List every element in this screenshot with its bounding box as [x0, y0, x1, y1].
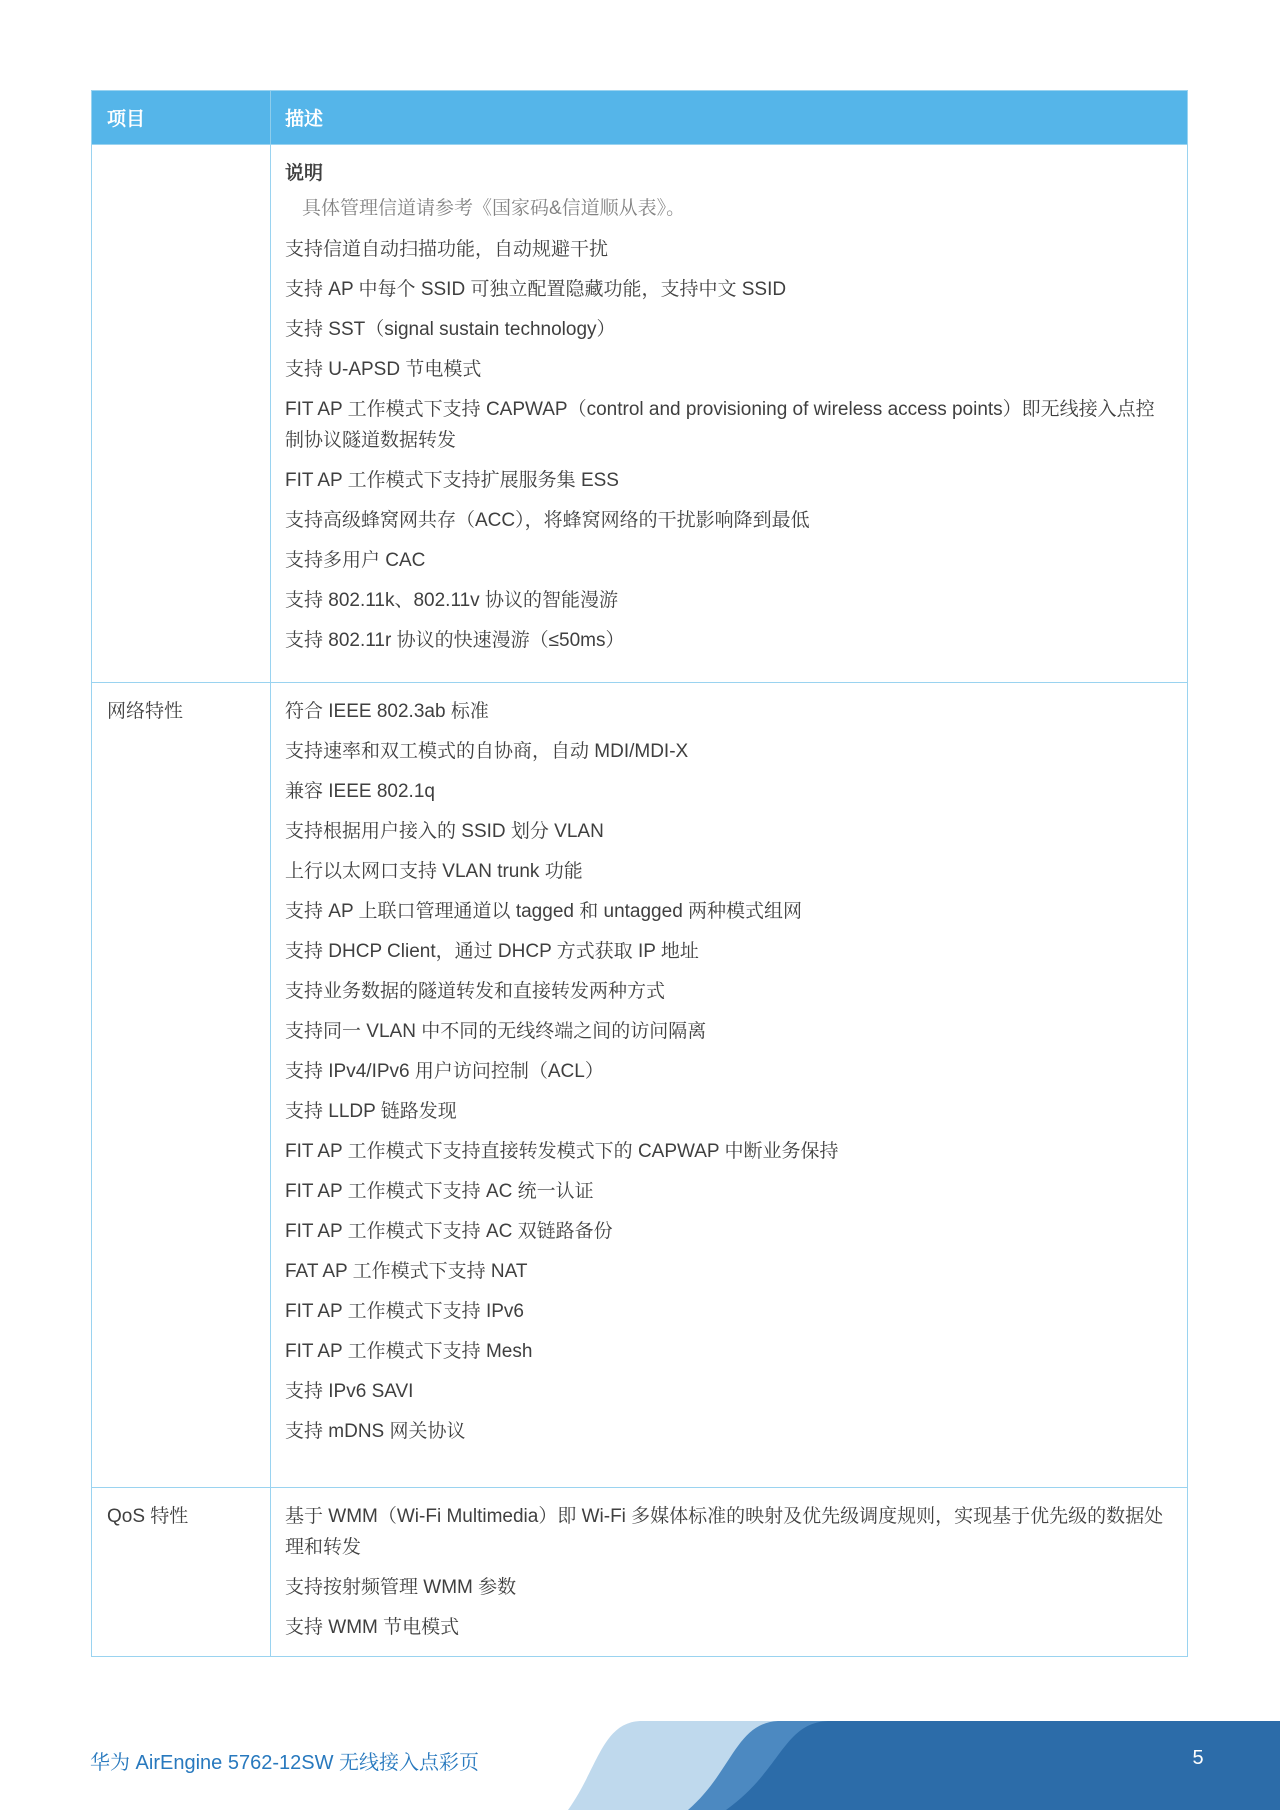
spec-item: FIT AP 工作模式下支持 AC 双链路备份 — [285, 1221, 613, 1242]
spec-item: 支持 DHCP Client，通过 DHCP 方式获取 IP 地址 — [285, 941, 699, 962]
spec-item: 支持同一 VLAN 中不同的无线终端之间的访问隔离 — [285, 1021, 707, 1042]
table-body — [92, 144, 1187, 1656]
spec-item: 上行以太网口支持 VLAN trunk 功能 — [285, 861, 583, 882]
spec-item: 支持 AP 上联口管理通道以 tagged 和 untagged 两种模式组网 — [285, 901, 803, 922]
spec-item: 支持高级蜂窝网共存（ACC），将蜂窝网络的干扰影响降到最低 — [285, 510, 810, 531]
table-header-row — [92, 91, 1187, 144]
spec-item: 支持 mDNS 网关协议 — [285, 1421, 466, 1442]
spec-item: 支持多用户 CAC — [285, 550, 426, 571]
row-label: 网络特性 — [107, 701, 184, 722]
spec-item: 支持 802.11k、802.11v 协议的智能漫游 — [285, 590, 618, 611]
note-body: 具体管理信道请参考《国家码&信道顺从表》。 — [302, 198, 686, 219]
table-row — [92, 1487, 1187, 1656]
spec-item: FIT AP 工作模式下支持直接转发模式下的 CAPWAP 中断业务保持 — [285, 1141, 839, 1162]
spec-item: 支持 U-APSD 节电模式 — [285, 359, 482, 380]
footer-doc-title: 华为 AirEngine 5762-12SW 无线接入点彩页 — [90, 1752, 480, 1774]
table-row — [92, 682, 1187, 1487]
spec-item: 支持 AP 中每个 SSID 可独立配置隐藏功能，支持中文 SSID — [285, 279, 787, 300]
spec-item: 支持 SST（signal sustain technology） — [285, 319, 616, 340]
row-description-cell — [270, 1488, 1187, 1656]
spec-item: FIT AP 工作模式下支持 CAPWAP（control and provisioning of wireless access points）即无线接入点控制协议隧道数据转发 — [285, 399, 1155, 451]
row-label: QoS 特性 — [107, 1506, 189, 1527]
spec-item: 支持按射频管理 WMM 参数 — [285, 1577, 517, 1598]
spec-item: 支持 IPv4/IPv6 用户访问控制（ACL） — [285, 1061, 604, 1082]
spec-item: 支持 LLDP 链路发现 — [285, 1101, 457, 1122]
spec-item: 基于 WMM（Wi-Fi Multimedia）即 Wi-Fi 多媒体标准的映射及优先级调度规则，实现基于优先级的数据处理和转发 — [285, 1506, 1164, 1558]
column-header-item: 项目 — [107, 109, 146, 130]
spec-item: 支持根据用户接入的 SSID 划分 VLAN — [285, 821, 604, 842]
page-number: 5 — [1192, 1747, 1204, 1769]
spec-item: 支持 802.11r 协议的快速漫游（≤50ms） — [285, 630, 625, 651]
column-header-description: 描述 — [270, 91, 1187, 144]
spec-item: FIT AP 工作模式下支持 AC 统一认证 — [285, 1181, 594, 1202]
spec-table — [91, 90, 1188, 1657]
spec-item: 支持业务数据的隧道转发和直接转发两种方式 — [285, 981, 666, 1002]
note-title: 说明 — [285, 163, 324, 184]
spec-item: 兼容 IEEE 802.1q — [285, 781, 435, 802]
row-description-cell — [270, 145, 1187, 682]
row-label — [92, 145, 270, 682]
spec-item: FIT AP 工作模式下支持 IPv6 — [285, 1301, 524, 1322]
spec-item: 支持速率和双工模式的自协商，自动 MDI/MDI-X — [285, 741, 689, 762]
table-row — [92, 144, 1187, 682]
spec-item: FIT AP 工作模式下支持扩展服务集 ESS — [285, 470, 619, 491]
row-description-cell — [270, 683, 1187, 1487]
spec-item: FAT AP 工作模式下支持 NAT — [285, 1261, 528, 1282]
footer-wave-graphic — [540, 1700, 1280, 1810]
spec-item: FIT AP 工作模式下支持 Mesh — [285, 1341, 533, 1362]
spec-item: 支持 IPv6 SAVI — [285, 1381, 414, 1402]
spec-item: 符合 IEEE 802.3ab 标准 — [285, 701, 489, 722]
spec-item: 支持信道自动扫描功能，自动规避干扰 — [285, 239, 609, 260]
spec-item: 支持 WMM 节电模式 — [285, 1617, 460, 1638]
